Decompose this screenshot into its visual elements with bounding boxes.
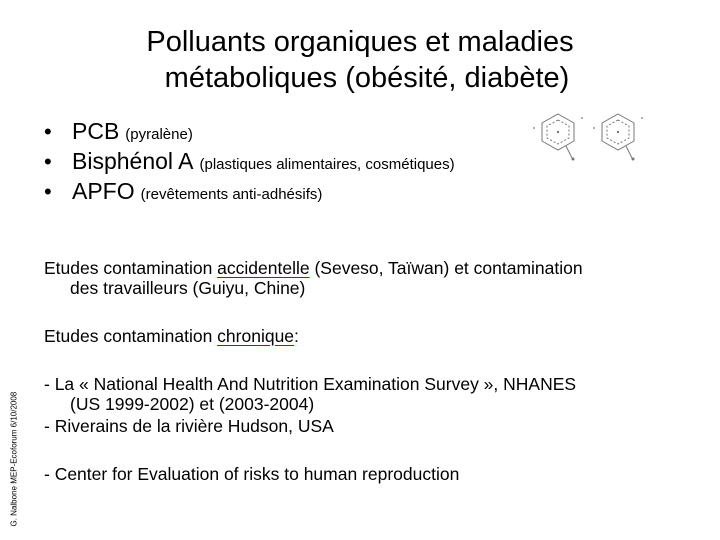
atom-dot xyxy=(572,158,575,161)
atom-dot xyxy=(533,127,535,129)
chronic-suffix: : xyxy=(294,326,299,346)
slide-title xyxy=(80,24,640,96)
hudson-item: - Riverains de la rivière Hudson, USA xyxy=(44,416,334,436)
title-line-2: métaboliques (obésité, diabète) xyxy=(164,62,570,94)
nhanes-line-2: (US 1999-2002) et (2003-2004) xyxy=(70,394,315,414)
chronic-underlined: chronique xyxy=(217,326,295,346)
bullet-item-apfo xyxy=(44,178,604,208)
atom-dot xyxy=(632,158,635,161)
accidental-rest: (Seveso, Taïwan) et contamination xyxy=(309,258,583,278)
atom-dot xyxy=(593,127,595,129)
chronic-prefix: Etudes contamination xyxy=(44,326,218,346)
accidental-prefix: Etudes contamination xyxy=(44,258,218,278)
bullet-main: APFO xyxy=(72,178,135,204)
title-line-1: Polluants organiques et maladies xyxy=(146,26,574,58)
accidental-contamination-text xyxy=(44,258,684,298)
chronic-contamination-heading xyxy=(44,326,299,346)
bond-right xyxy=(626,146,632,158)
bullet-main: PCB xyxy=(72,118,120,144)
center-evaluation-item: - Center for Evaluation of risks to human reproduction xyxy=(44,464,460,484)
nhanes-item xyxy=(44,374,684,414)
side-credit: G. Nalbone MEP-Ecoforum 6/10/2008 xyxy=(9,391,19,527)
bullet-note: (pyralène) xyxy=(125,126,193,143)
bullet-dot: • xyxy=(44,149,52,174)
accidental-underlined: accidentelle xyxy=(217,258,310,278)
atom-dot xyxy=(641,117,643,119)
bullet-dot: • xyxy=(44,179,52,204)
atom-dot xyxy=(617,131,619,133)
molecule-structure-image xyxy=(520,106,650,168)
bullet-main: Bisphénol A xyxy=(72,148,194,174)
bond-left xyxy=(566,146,572,158)
atom-dot xyxy=(581,117,583,119)
bullet-dot: • xyxy=(44,119,52,144)
atom-dot xyxy=(557,131,559,133)
bullet-note: (revêtements anti-adhésifs) xyxy=(140,186,323,203)
nhanes-line-1: - La « National Health And Nutrition Examination Survey », NHANES xyxy=(44,374,577,394)
accidental-line-2: des travailleurs (Guiyu, Chine) xyxy=(70,278,306,298)
bullet-note: (plastiques alimentaires, cosmétiques) xyxy=(199,156,455,173)
